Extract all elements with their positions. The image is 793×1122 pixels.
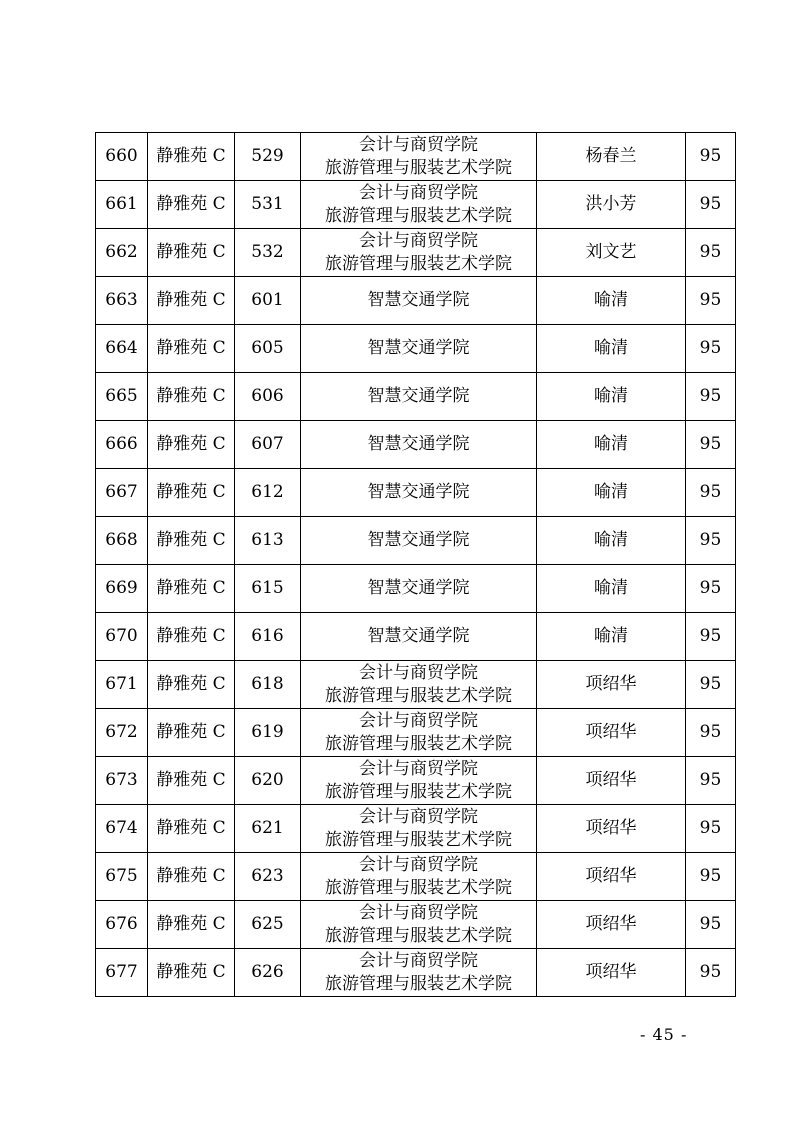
college-name: 会计与商贸学院 (359, 950, 478, 971)
building-cell: 静雅苑 C (148, 373, 235, 421)
table-row (96, 277, 736, 325)
college-name: 会计与商贸学院 (359, 662, 478, 683)
building-cell: 静雅苑 C (148, 757, 235, 805)
building-cell: 静雅苑 C (148, 805, 235, 853)
college-cell (301, 613, 537, 661)
college-cell (301, 517, 537, 565)
score-cell: 95 (686, 709, 736, 757)
building-cell: 静雅苑 C (148, 853, 235, 901)
row-number-cell: 676 (96, 901, 148, 949)
building-cell: 静雅苑 C (148, 133, 235, 181)
building-cell: 静雅苑 C (148, 325, 235, 373)
room-number-cell: 529 (235, 133, 301, 181)
table-row (96, 469, 736, 517)
building-cell: 静雅苑 C (148, 181, 235, 229)
row-number-cell: 665 (96, 373, 148, 421)
manager-cell: 项绍华 (537, 853, 686, 901)
room-number-cell: 606 (235, 373, 301, 421)
college-cell (301, 373, 537, 421)
score-cell: 95 (686, 181, 736, 229)
score-cell: 95 (686, 469, 736, 517)
room-number-cell: 612 (235, 469, 301, 517)
building-cell: 静雅苑 C (148, 709, 235, 757)
room-number-cell: 605 (235, 325, 301, 373)
college-cell (301, 757, 537, 805)
row-number-cell: 664 (96, 325, 148, 373)
manager-cell: 洪小芳 (537, 181, 686, 229)
college-name: 旅游管理与服装艺术学院 (325, 781, 512, 802)
manager-cell: 项绍华 (537, 949, 686, 997)
room-number-cell: 620 (235, 757, 301, 805)
row-number-cell: 673 (96, 757, 148, 805)
college-name: 会计与商贸学院 (359, 230, 478, 251)
row-number-cell: 662 (96, 229, 148, 277)
score-cell: 95 (686, 805, 736, 853)
manager-cell: 项绍华 (537, 709, 686, 757)
manager-cell: 喻清 (537, 517, 686, 565)
row-number-cell: 674 (96, 805, 148, 853)
manager-cell: 喻清 (537, 325, 686, 373)
score-cell: 95 (686, 757, 736, 805)
college-name: 智慧交通学院 (367, 482, 470, 502)
building-cell: 静雅苑 C (148, 277, 235, 325)
college-name: 旅游管理与服装艺术学院 (325, 253, 512, 274)
table-row (96, 613, 736, 661)
college-name: 会计与商贸学院 (359, 182, 478, 203)
score-cell: 95 (686, 661, 736, 709)
college-name: 智慧交通学院 (367, 578, 470, 598)
building-cell: 静雅苑 C (148, 661, 235, 709)
table-row (96, 901, 736, 949)
score-cell: 95 (686, 517, 736, 565)
manager-cell: 项绍华 (537, 661, 686, 709)
college-cell (301, 469, 537, 517)
college-cell (301, 565, 537, 613)
manager-cell: 项绍华 (537, 805, 686, 853)
score-cell: 95 (686, 613, 736, 661)
row-number-cell: 670 (96, 613, 148, 661)
room-number-cell: 616 (235, 613, 301, 661)
score-cell: 95 (686, 229, 736, 277)
manager-cell: 喻清 (537, 613, 686, 661)
table-row (96, 373, 736, 421)
table-row (96, 853, 736, 901)
college-cell (301, 661, 537, 709)
college-cell (301, 229, 537, 277)
table-row (96, 133, 736, 181)
college-name: 会计与商贸学院 (359, 758, 478, 779)
college-name: 旅游管理与服装艺术学院 (325, 157, 512, 178)
row-number-cell: 669 (96, 565, 148, 613)
room-number-cell: 615 (235, 565, 301, 613)
score-cell: 95 (686, 853, 736, 901)
building-cell: 静雅苑 C (148, 565, 235, 613)
manager-cell: 项绍华 (537, 901, 686, 949)
manager-cell: 杨春兰 (537, 133, 686, 181)
room-number-cell: 607 (235, 421, 301, 469)
score-cell: 95 (686, 421, 736, 469)
college-cell (301, 709, 537, 757)
building-cell: 静雅苑 C (148, 421, 235, 469)
college-cell (301, 421, 537, 469)
college-cell (301, 853, 537, 901)
row-number-cell: 660 (96, 133, 148, 181)
college-name: 旅游管理与服装艺术学院 (325, 205, 512, 226)
table-row (96, 325, 736, 373)
table-row (96, 805, 736, 853)
college-cell (301, 133, 537, 181)
college-name: 智慧交通学院 (367, 386, 470, 406)
score-cell: 95 (686, 565, 736, 613)
row-number-cell: 667 (96, 469, 148, 517)
row-number-cell: 672 (96, 709, 148, 757)
room-number-cell: 626 (235, 949, 301, 997)
row-number-cell: 671 (96, 661, 148, 709)
row-number-cell: 677 (96, 949, 148, 997)
manager-cell: 项绍华 (537, 757, 686, 805)
table-row (96, 949, 736, 997)
table-row (96, 757, 736, 805)
table-row (96, 709, 736, 757)
college-name: 旅游管理与服装艺术学院 (325, 829, 512, 850)
college-name: 智慧交通学院 (367, 290, 470, 310)
building-cell: 静雅苑 C (148, 229, 235, 277)
college-name: 会计与商贸学院 (359, 806, 478, 827)
building-cell: 静雅苑 C (148, 949, 235, 997)
manager-cell: 喻清 (537, 421, 686, 469)
page-number: - 45 - (640, 1025, 688, 1044)
building-cell: 静雅苑 C (148, 901, 235, 949)
college-name: 旅游管理与服装艺术学院 (325, 877, 512, 898)
table-row (96, 565, 736, 613)
college-name: 会计与商贸学院 (359, 854, 478, 875)
table-row (96, 181, 736, 229)
college-cell (301, 901, 537, 949)
building-cell: 静雅苑 C (148, 613, 235, 661)
manager-cell: 刘文艺 (537, 229, 686, 277)
room-number-cell: 625 (235, 901, 301, 949)
college-name: 会计与商贸学院 (359, 134, 478, 155)
score-cell: 95 (686, 949, 736, 997)
room-number-cell: 531 (235, 181, 301, 229)
college-cell (301, 805, 537, 853)
manager-cell: 喻清 (537, 565, 686, 613)
college-name: 智慧交通学院 (367, 530, 470, 550)
manager-cell: 喻清 (537, 469, 686, 517)
college-name: 智慧交通学院 (367, 338, 470, 358)
college-name: 会计与商贸学院 (359, 710, 478, 731)
building-cell: 静雅苑 C (148, 517, 235, 565)
college-cell (301, 277, 537, 325)
room-number-cell: 618 (235, 661, 301, 709)
table-row (96, 229, 736, 277)
row-number-cell: 661 (96, 181, 148, 229)
table-row (96, 421, 736, 469)
college-name: 旅游管理与服装艺术学院 (325, 733, 512, 754)
college-name: 会计与商贸学院 (359, 902, 478, 923)
manager-cell: 喻清 (537, 277, 686, 325)
college-name: 旅游管理与服装艺术学院 (325, 925, 512, 946)
score-cell: 95 (686, 133, 736, 181)
college-cell (301, 949, 537, 997)
row-number-cell: 668 (96, 517, 148, 565)
college-name: 智慧交通学院 (367, 434, 470, 454)
dormitory-score-table (95, 132, 736, 997)
score-cell: 95 (686, 277, 736, 325)
college-name: 智慧交通学院 (367, 626, 470, 646)
table-row (96, 661, 736, 709)
room-number-cell: 601 (235, 277, 301, 325)
row-number-cell: 666 (96, 421, 148, 469)
manager-cell: 喻清 (537, 373, 686, 421)
college-cell (301, 325, 537, 373)
row-number-cell: 663 (96, 277, 148, 325)
room-number-cell: 621 (235, 805, 301, 853)
room-number-cell: 619 (235, 709, 301, 757)
college-name: 旅游管理与服装艺术学院 (325, 973, 512, 994)
score-cell: 95 (686, 373, 736, 421)
table-row (96, 517, 736, 565)
table-body (96, 133, 736, 997)
room-number-cell: 532 (235, 229, 301, 277)
college-cell (301, 181, 537, 229)
room-number-cell: 613 (235, 517, 301, 565)
college-name: 旅游管理与服装艺术学院 (325, 685, 512, 706)
score-cell: 95 (686, 901, 736, 949)
score-cell: 95 (686, 325, 736, 373)
row-number-cell: 675 (96, 853, 148, 901)
building-cell: 静雅苑 C (148, 469, 235, 517)
room-number-cell: 623 (235, 853, 301, 901)
